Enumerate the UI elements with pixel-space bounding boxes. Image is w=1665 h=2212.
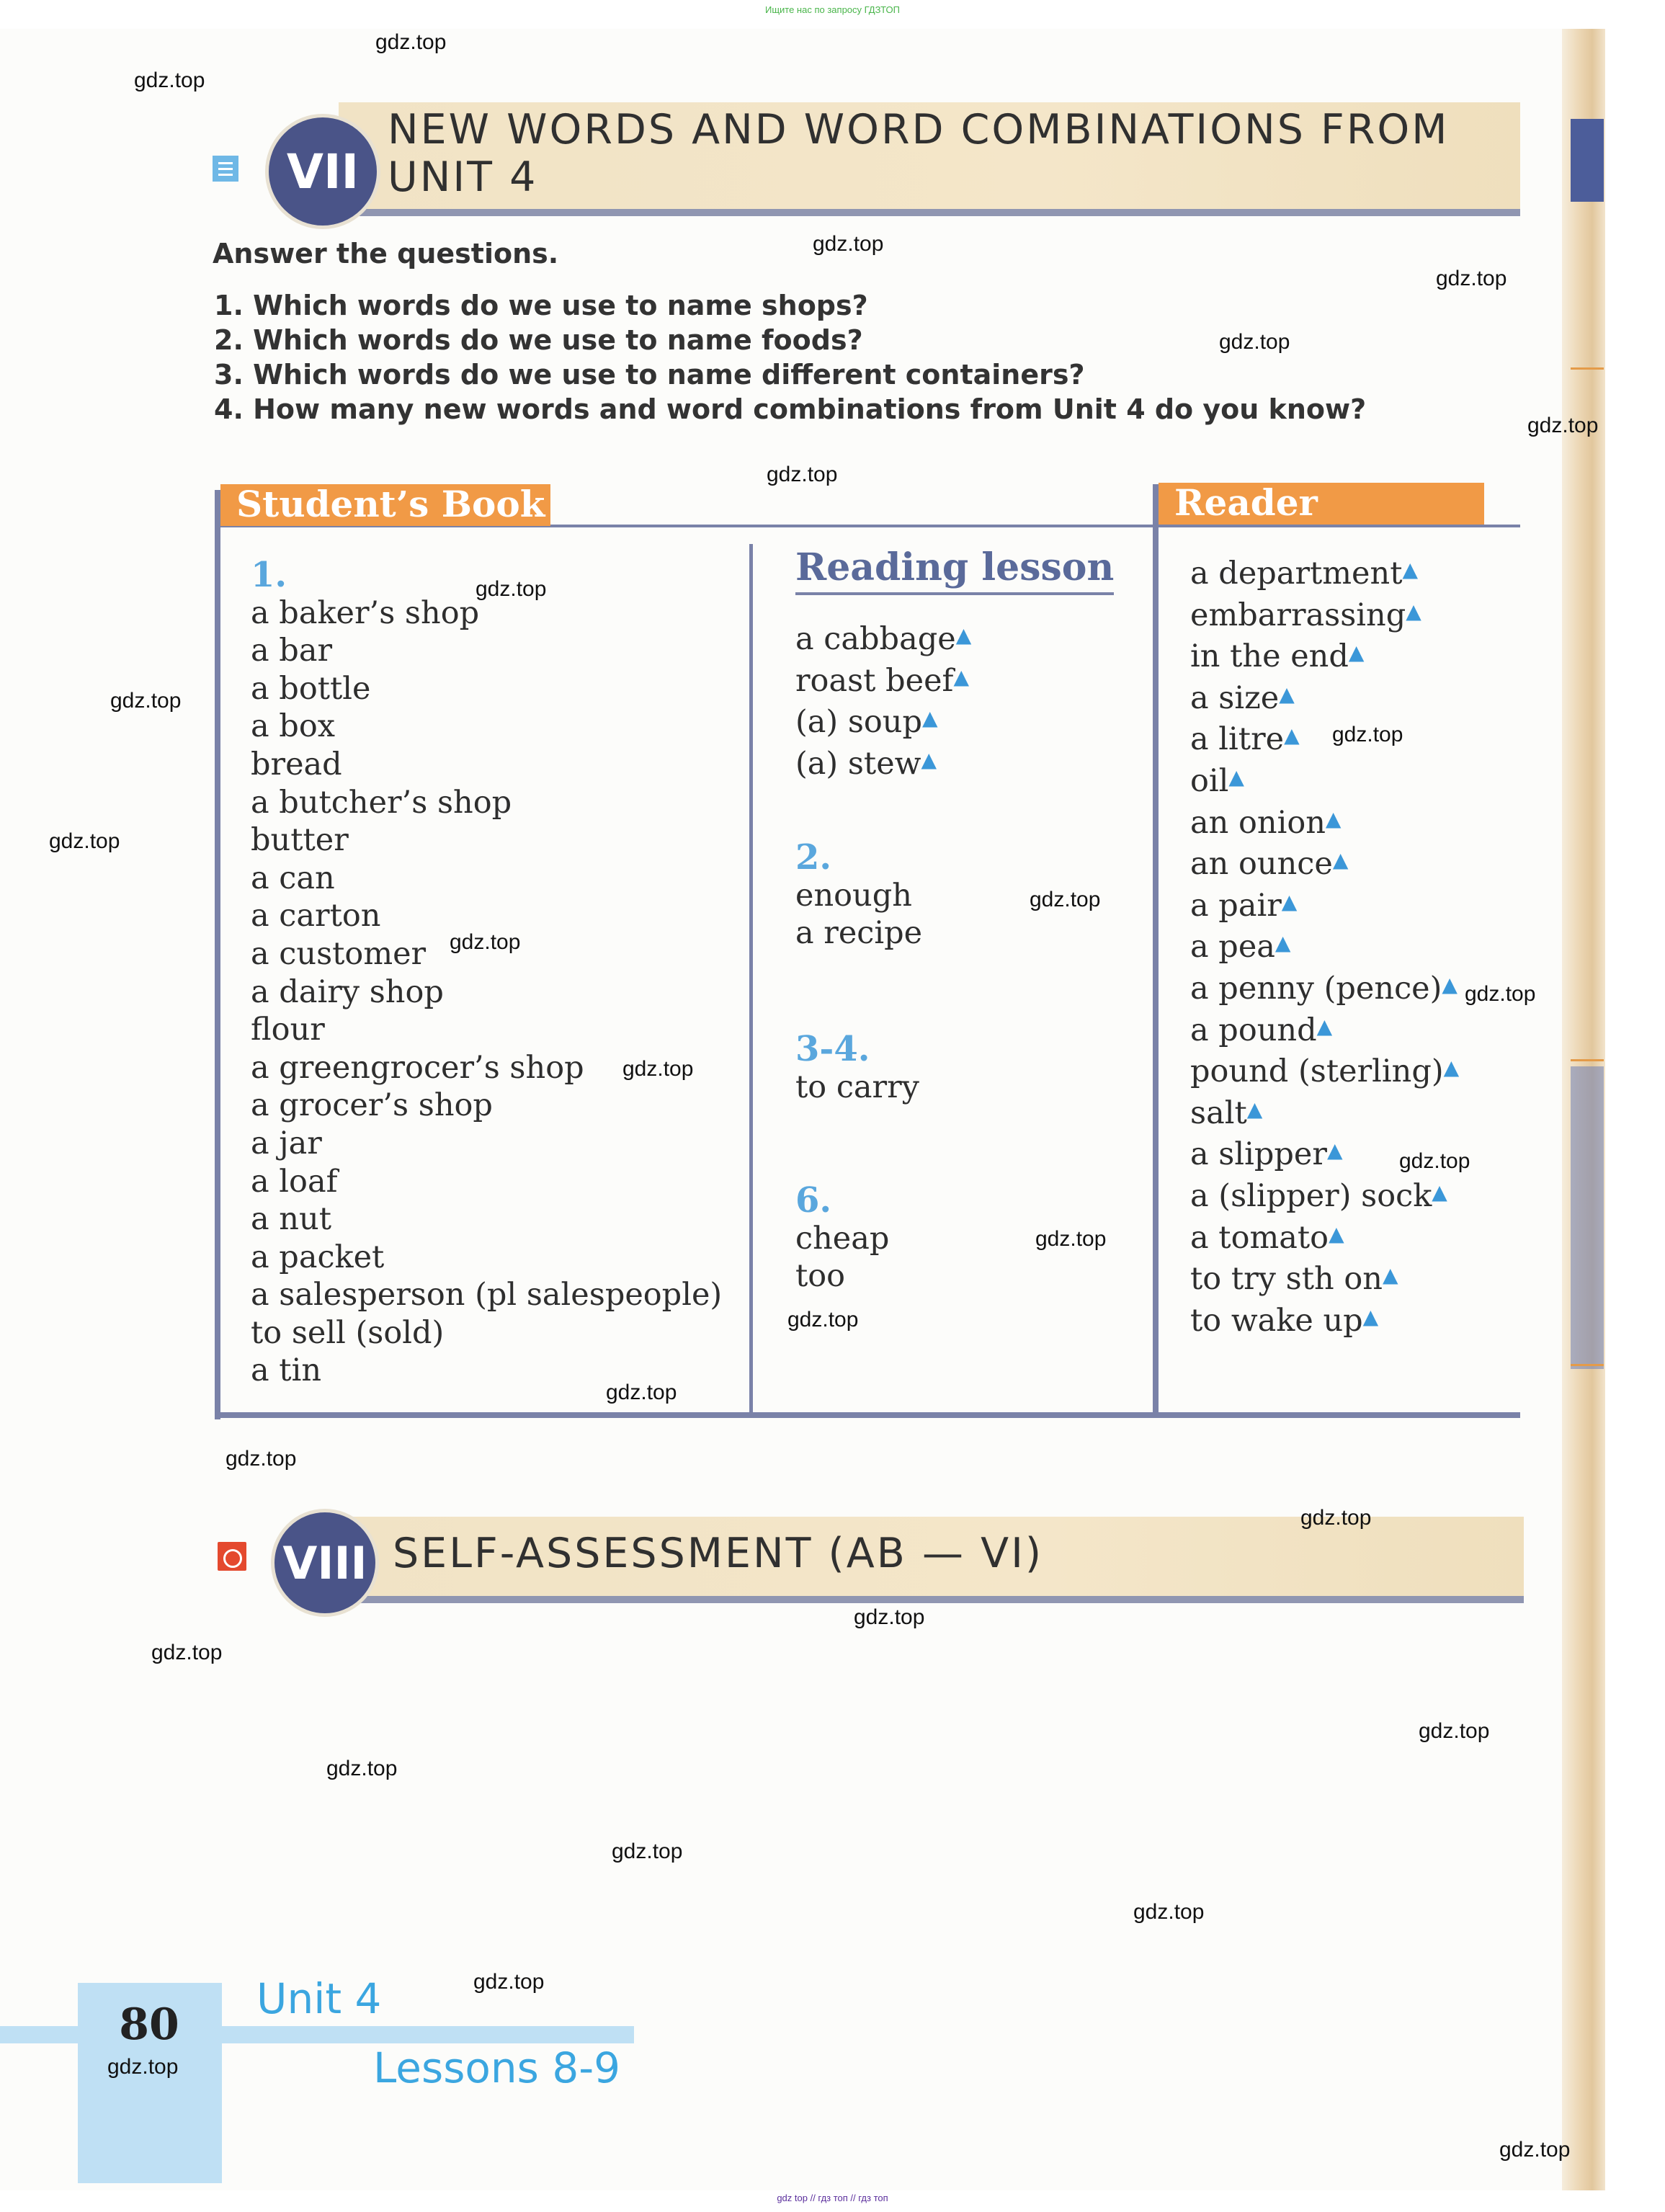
watermark: gdz.top <box>612 1839 683 1863</box>
vocab-word: a tomato▲ <box>1190 1219 1344 1256</box>
watermark: gdz.top <box>1465 982 1536 1006</box>
triangle-icon: ▲ <box>1432 1179 1447 1204</box>
vocab-word: a bar <box>251 633 333 669</box>
reading-lesson-group4 <box>795 1182 889 1295</box>
watermark: gdz.top <box>476 577 547 601</box>
watermark: gdz.top <box>854 1605 925 1629</box>
vocab-word: to try sth on▲ <box>1190 1261 1398 1298</box>
list-icon <box>213 156 238 182</box>
vocab-word: a litre▲ <box>1190 721 1300 758</box>
vocab-word: a grocer’s shop <box>251 1087 493 1124</box>
triangle-icon: ▲ <box>1443 1056 1460 1080</box>
triangle-icon: ▲ <box>1362 1304 1379 1329</box>
assessment-icon <box>218 1542 246 1571</box>
watermark: gdz.top <box>107 2055 179 2079</box>
vocab-word: salt▲ <box>1190 1094 1263 1131</box>
vocab-word: a packet <box>251 1239 385 1275</box>
students-book-column <box>251 556 722 1390</box>
watermark: gdz.top <box>326 1757 398 1780</box>
triangle-icon: ▲ <box>1325 806 1342 831</box>
section-vii-title-line1: NEW WORDS AND WORD COMBINATIONS FROM <box>388 106 1450 153</box>
triangle-icon: ▲ <box>1228 764 1244 789</box>
vocab-word: a customer <box>251 935 427 972</box>
triangle-icon: ▲ <box>953 664 969 689</box>
watermark: gdz.top <box>226 1447 297 1471</box>
column-divider <box>749 544 753 1412</box>
watermark: gdz.top <box>375 30 447 54</box>
table-border <box>215 490 220 1419</box>
vocab-word: too <box>795 1258 846 1295</box>
watermark: gdz.top <box>473 1970 545 1994</box>
watermark: gdz.top <box>1419 1719 1490 1743</box>
answer-instruction: Answer the questions. <box>213 238 559 269</box>
vocab-word: a department▲ <box>1190 556 1419 592</box>
vocab-word: a penny (pence)▲ <box>1190 970 1458 1007</box>
triangle-icon: ▲ <box>1316 1014 1333 1038</box>
triangle-icon: ▲ <box>1326 1138 1343 1163</box>
spine-rule <box>1571 367 1604 370</box>
vocab-word: an ounce▲ <box>1190 846 1349 883</box>
section-viii-number: VIII <box>271 1509 379 1617</box>
vocab-word: a (slipper) sock▲ <box>1190 1177 1447 1214</box>
triangle-icon: ▲ <box>1284 723 1300 748</box>
watermark: gdz.top <box>1300 1506 1372 1530</box>
vocab-word: a recipe <box>795 915 923 952</box>
spine-marker <box>1571 119 1604 202</box>
question-item: 1. Which words do we use to name shops? <box>214 290 868 321</box>
triangle-icon: ▲ <box>1402 558 1419 581</box>
vocab-word: (a) stew▲ <box>795 745 937 782</box>
vocab-word: to wake up▲ <box>1190 1302 1379 1339</box>
vocab-word: flour <box>251 1012 325 1048</box>
vocab-word: an onion▲ <box>1190 804 1342 841</box>
page-number: 80 <box>119 1999 179 2050</box>
vocab-word: a baker’s shop <box>251 594 480 631</box>
vocab-word: a size▲ <box>1190 679 1295 716</box>
question-item: 3. Which words do we use to name different containers? <box>214 359 1085 391</box>
watermark: gdz.top <box>1030 888 1101 911</box>
bottom-note: gdz top // гдз топ // гдз топ <box>777 2193 888 2203</box>
vocab-word: a pea▲ <box>1190 929 1291 965</box>
question-list <box>214 288 1366 427</box>
watermark: gdz.top <box>622 1057 694 1081</box>
vocab-word: butter <box>251 822 349 859</box>
triangle-icon: ▲ <box>1281 889 1298 914</box>
watermark: gdz.top <box>49 829 120 853</box>
vocab-word: a dairy shop <box>251 973 444 1010</box>
section-number: 1. <box>251 555 287 595</box>
watermark: gdz.top <box>1527 414 1599 437</box>
vocab-word: cheap <box>795 1220 890 1257</box>
vocab-word: (a) soup▲ <box>795 704 938 741</box>
vocab-word: enough <box>795 877 912 914</box>
question-item: 4. How many new words and word combinations from Unit 4 do you know? <box>214 393 1367 425</box>
vocab-word: a nut <box>251 1201 331 1238</box>
top-note: Ищите нас по запросу ГДЗТОП <box>764 4 900 15</box>
vocab-word: to carry <box>795 1069 919 1105</box>
watermark: gdz.top <box>1436 267 1507 290</box>
watermark: gdz.top <box>1133 1900 1205 1924</box>
triangle-icon: ▲ <box>1382 1263 1398 1288</box>
triangle-icon: ▲ <box>1442 972 1458 996</box>
vocab-word: a pair▲ <box>1190 887 1298 924</box>
triangle-icon: ▲ <box>955 623 972 647</box>
watermark: gdz.top <box>110 689 182 713</box>
vocab-word: a cabbage▲ <box>795 621 972 657</box>
column-divider <box>1153 484 1159 1417</box>
vocab-word: a tin <box>251 1352 322 1389</box>
vocab-word: in the end▲ <box>1190 638 1365 675</box>
spine-marker-lower <box>1571 1066 1604 1369</box>
triangle-icon: ▲ <box>1406 599 1421 623</box>
section-vii-title-line2: UNIT 4 <box>388 153 538 201</box>
vocab-word: a slipper▲ <box>1190 1136 1343 1173</box>
watermark: gdz.top <box>787 1308 859 1332</box>
triangle-icon: ▲ <box>1329 1221 1344 1246</box>
reading-lesson-group2 <box>795 839 922 953</box>
question-item: 2. Which words do we use to name foods? <box>214 324 863 356</box>
vocab-word: a pound▲ <box>1190 1012 1333 1048</box>
vocab-word: bread <box>251 746 342 782</box>
section-viii-title: SELF-ASSESSMENT (AB — VI) <box>393 1530 1044 1577</box>
watermark: gdz.top <box>151 1641 223 1664</box>
watermark: gdz.top <box>134 68 205 92</box>
vocab-word: roast beef▲ <box>795 662 969 699</box>
watermark: gdz.top <box>1332 723 1403 746</box>
triangle-icon: ▲ <box>1279 682 1295 706</box>
triangle-icon: ▲ <box>922 706 938 731</box>
section-number: 3-4. <box>795 1029 870 1069</box>
vocab-word: a butcher’s shop <box>251 784 512 821</box>
watermark: gdz.top <box>450 930 521 954</box>
triangle-icon: ▲ <box>1348 641 1365 665</box>
reading-lesson-title: Reading lesson <box>795 545 1114 595</box>
vocab-word: embarrassing▲ <box>1190 597 1421 633</box>
reader-tab: Reader <box>1159 483 1484 525</box>
watermark: gdz.top <box>1219 330 1290 354</box>
vocab-word: a bottle <box>251 670 371 707</box>
table-border <box>215 1412 1520 1418</box>
vocab-word: pound (sterling)▲ <box>1190 1053 1460 1090</box>
students-book-tab: Student’s Book <box>220 484 550 526</box>
triangle-icon: ▲ <box>921 747 937 772</box>
vocab-word: to sell (sold) <box>251 1314 445 1351</box>
vocab-word: a greengrocer’s shop <box>251 1049 584 1086</box>
watermark: gdz.top <box>1499 2138 1571 2162</box>
vocab-word: a can <box>251 860 335 896</box>
watermark: gdz.top <box>1399 1149 1470 1173</box>
watermark: gdz.top <box>606 1381 677 1404</box>
triangle-icon: ▲ <box>1332 848 1349 873</box>
vocab-word: a loaf <box>251 1163 338 1200</box>
section-number: 6. <box>795 1180 832 1221</box>
reading-lesson-group3 <box>795 1030 919 1106</box>
vocab-word: a jar <box>251 1125 322 1161</box>
unit-label: Unit 4 <box>256 1974 382 2023</box>
vocab-word: oil▲ <box>1190 762 1244 799</box>
lessons-label: Lessons 8-9 <box>373 2043 621 2092</box>
watermark: gdz.top <box>813 232 884 256</box>
reader-column <box>1190 551 1459 1339</box>
section-vii-title <box>388 107 1449 201</box>
vocab-word: a salesperson (pl salespeople) <box>251 1277 723 1314</box>
triangle-icon: ▲ <box>1275 931 1291 955</box>
section-number: 2. <box>795 837 832 878</box>
watermark: gdz.top <box>1035 1227 1107 1251</box>
reading-lesson-group1 <box>795 617 971 782</box>
spine-rule <box>1571 1364 1604 1366</box>
vocab-word: a box <box>251 708 335 745</box>
section-vii-number: VII <box>265 114 380 229</box>
vocab-word: a carton <box>251 898 381 935</box>
spine-rule <box>1571 1059 1604 1061</box>
watermark: gdz.top <box>767 463 838 486</box>
triangle-icon: ▲ <box>1246 1097 1263 1121</box>
